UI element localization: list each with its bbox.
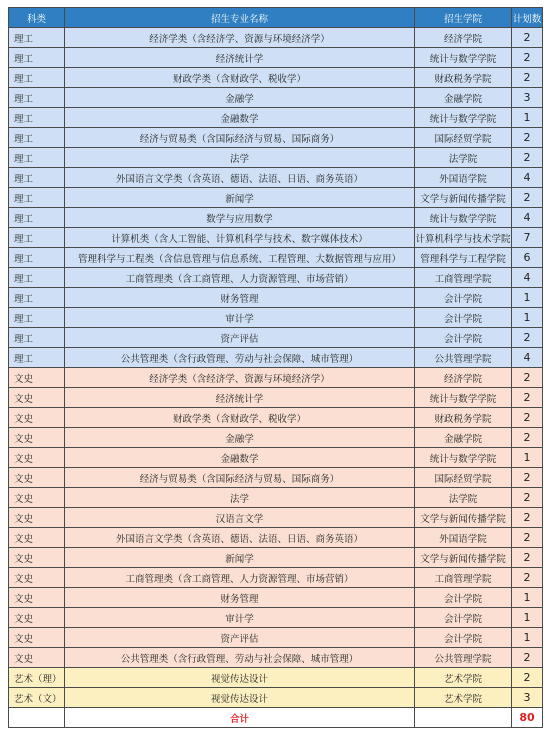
table-row bbox=[9, 28, 543, 48]
cell-college: 财政税务学院 bbox=[415, 68, 512, 88]
cell-college: 会计学院 bbox=[415, 628, 512, 648]
cell-category: 理工 bbox=[9, 148, 65, 168]
cell-category: 理工 bbox=[9, 68, 65, 88]
cell-category: 理工 bbox=[9, 48, 65, 68]
cell-college: 文学与新闻传播学院 bbox=[415, 548, 512, 568]
header-major: 招生专业名称 bbox=[65, 8, 415, 28]
cell-plan: 2 bbox=[512, 668, 543, 688]
cell-category: 艺术（文） bbox=[9, 688, 65, 708]
cell-college: 经济学院 bbox=[415, 28, 512, 48]
table-row bbox=[9, 468, 543, 488]
cell-major: 经济与贸易类（含国际经济与贸易、国际商务） bbox=[65, 468, 415, 488]
cell-major: 财务管理 bbox=[65, 588, 415, 608]
cell-category: 文史 bbox=[9, 608, 65, 628]
cell-plan: 2 bbox=[512, 468, 543, 488]
cell-major: 经济与贸易类（含国际经济与贸易、国际商务） bbox=[65, 128, 415, 148]
cell-major: 审计学 bbox=[65, 608, 415, 628]
cell-major: 审计学 bbox=[65, 308, 415, 328]
cell-major: 汉语言文学 bbox=[65, 508, 415, 528]
table-row bbox=[9, 68, 543, 88]
cell-college: 文学与新闻传播学院 bbox=[415, 508, 512, 528]
cell-college: 艺术学院 bbox=[415, 668, 512, 688]
cell-plan: 1 bbox=[512, 308, 543, 328]
cell-category: 理工 bbox=[9, 108, 65, 128]
table-row bbox=[9, 508, 543, 528]
cell-category: 文史 bbox=[9, 528, 65, 548]
cell-college: 统计与数学学院 bbox=[415, 108, 512, 128]
total-value: 80 bbox=[512, 708, 543, 728]
cell-category: 文史 bbox=[9, 408, 65, 428]
cell-college: 工商管理学院 bbox=[415, 568, 512, 588]
table-row bbox=[9, 168, 543, 188]
cell-major: 公共管理类（含行政管理、劳动与社会保障、城市管理） bbox=[65, 648, 415, 668]
cell-plan: 2 bbox=[512, 328, 543, 348]
cell-college: 工商管理学院 bbox=[415, 268, 512, 288]
table-row bbox=[9, 628, 543, 648]
cell-college: 管理科学与工程学院 bbox=[415, 248, 512, 268]
cell-category: 理工 bbox=[9, 268, 65, 288]
cell-plan: 2 bbox=[512, 28, 543, 48]
cell-category: 理工 bbox=[9, 208, 65, 228]
cell-category: 理工 bbox=[9, 348, 65, 368]
header-plan: 计划数 bbox=[512, 8, 543, 28]
cell-category: 文史 bbox=[9, 468, 65, 488]
cell-category: 文史 bbox=[9, 568, 65, 588]
table-row bbox=[9, 368, 543, 388]
table-row bbox=[9, 688, 543, 708]
cell-plan: 2 bbox=[512, 408, 543, 428]
cell-plan: 1 bbox=[512, 288, 543, 308]
table-row bbox=[9, 308, 543, 328]
header-category: 科类 bbox=[9, 8, 65, 28]
cell-major: 经济学类（含经济学、资源与环境经济学） bbox=[65, 368, 415, 388]
cell-category: 理工 bbox=[9, 188, 65, 208]
table-row bbox=[9, 108, 543, 128]
cell-college: 法学院 bbox=[415, 148, 512, 168]
table-row bbox=[9, 448, 543, 468]
cell-college: 统计与数学学院 bbox=[415, 48, 512, 68]
cell-plan: 1 bbox=[512, 108, 543, 128]
cell-major: 新闻学 bbox=[65, 548, 415, 568]
table-row bbox=[9, 188, 543, 208]
cell-college: 艺术学院 bbox=[415, 688, 512, 708]
cell-major: 金融数学 bbox=[65, 448, 415, 468]
cell-plan: 3 bbox=[512, 688, 543, 708]
cell-plan: 2 bbox=[512, 548, 543, 568]
cell-category: 理工 bbox=[9, 128, 65, 148]
table-row bbox=[9, 348, 543, 368]
cell-plan: 2 bbox=[512, 368, 543, 388]
cell-major: 经济统计学 bbox=[65, 388, 415, 408]
cell-college: 国际经贸学院 bbox=[415, 128, 512, 148]
admission-plan-table-wrapper bbox=[8, 7, 542, 728]
header-college: 招生学院 bbox=[415, 8, 512, 28]
cell-category: 理工 bbox=[9, 288, 65, 308]
cell-college: 财政税务学院 bbox=[415, 408, 512, 428]
cell-major: 法学 bbox=[65, 488, 415, 508]
cell-plan: 2 bbox=[512, 388, 543, 408]
cell-plan: 2 bbox=[512, 48, 543, 68]
cell-major: 法学 bbox=[65, 148, 415, 168]
table-row bbox=[9, 228, 543, 248]
cell-category: 文史 bbox=[9, 488, 65, 508]
cell-college: 金融学院 bbox=[415, 88, 512, 108]
cell-major: 资产评估 bbox=[65, 328, 415, 348]
cell-category: 文史 bbox=[9, 588, 65, 608]
cell-category: 理工 bbox=[9, 28, 65, 48]
table-row bbox=[9, 668, 543, 688]
table-row bbox=[9, 148, 543, 168]
header-row bbox=[9, 8, 543, 28]
cell-college: 公共管理学院 bbox=[415, 648, 512, 668]
cell-major: 经济统计学 bbox=[65, 48, 415, 68]
cell-plan: 2 bbox=[512, 188, 543, 208]
cell-category: 文史 bbox=[9, 628, 65, 648]
table-row bbox=[9, 528, 543, 548]
cell-college: 会计学院 bbox=[415, 328, 512, 348]
table-row bbox=[9, 648, 543, 668]
cell-college: 会计学院 bbox=[415, 608, 512, 628]
table-row bbox=[9, 288, 543, 308]
cell-college: 外国语学院 bbox=[415, 528, 512, 548]
cell-college: 经济学院 bbox=[415, 368, 512, 388]
cell-college: 会计学院 bbox=[415, 288, 512, 308]
cell-plan: 1 bbox=[512, 628, 543, 648]
cell-plan: 3 bbox=[512, 88, 543, 108]
table-row bbox=[9, 388, 543, 408]
cell-major: 财政学类（含财政学、税收学） bbox=[65, 68, 415, 88]
cell-college: 会计学院 bbox=[415, 588, 512, 608]
cell-major: 数学与应用数学 bbox=[65, 208, 415, 228]
cell-category: 艺术（理） bbox=[9, 668, 65, 688]
cell-plan: 1 bbox=[512, 608, 543, 628]
table-row bbox=[9, 88, 543, 108]
cell-major: 金融学 bbox=[65, 428, 415, 448]
cell-plan: 1 bbox=[512, 448, 543, 468]
cell-major: 财政学类（含财政学、税收学） bbox=[65, 408, 415, 428]
cell-college: 文学与新闻传播学院 bbox=[415, 188, 512, 208]
total-empty-cell bbox=[9, 708, 65, 728]
cell-college: 计算机科学与技术学院 bbox=[415, 228, 512, 248]
cell-plan: 2 bbox=[512, 68, 543, 88]
table-row bbox=[9, 328, 543, 348]
cell-major: 计算机类（含人工智能、计算机科学与技术、数字媒体技术） bbox=[65, 228, 415, 248]
cell-plan: 2 bbox=[512, 648, 543, 668]
cell-plan: 4 bbox=[512, 348, 543, 368]
cell-plan: 7 bbox=[512, 228, 543, 248]
cell-plan: 2 bbox=[512, 148, 543, 168]
table-row bbox=[9, 568, 543, 588]
cell-major: 金融数学 bbox=[65, 108, 415, 128]
cell-plan: 4 bbox=[512, 168, 543, 188]
cell-major: 外国语言文学类（含英语、德语、法语、日语、商务英语） bbox=[65, 168, 415, 188]
cell-category: 文史 bbox=[9, 508, 65, 528]
cell-category: 文史 bbox=[9, 548, 65, 568]
cell-major: 新闻学 bbox=[65, 188, 415, 208]
cell-category: 文史 bbox=[9, 448, 65, 468]
cell-plan: 2 bbox=[512, 488, 543, 508]
cell-major: 工商管理类（含工商管理、人力资源管理、市场营销） bbox=[65, 268, 415, 288]
cell-major: 工商管理类（含工商管理、人力资源管理、市场营销） bbox=[65, 568, 415, 588]
total-row bbox=[9, 708, 543, 728]
table-row bbox=[9, 488, 543, 508]
cell-plan: 6 bbox=[512, 248, 543, 268]
cell-college: 国际经贸学院 bbox=[415, 468, 512, 488]
cell-category: 文史 bbox=[9, 648, 65, 668]
cell-plan: 2 bbox=[512, 428, 543, 448]
cell-major: 管理科学与工程类（含信息管理与信息系统、工程管理、大数据管理与应用） bbox=[65, 248, 415, 268]
cell-college: 统计与数学学院 bbox=[415, 208, 512, 228]
cell-plan: 2 bbox=[512, 568, 543, 588]
table-row bbox=[9, 248, 543, 268]
cell-plan: 2 bbox=[512, 128, 543, 148]
cell-major: 财务管理 bbox=[65, 288, 415, 308]
cell-category: 理工 bbox=[9, 308, 65, 328]
cell-category: 理工 bbox=[9, 168, 65, 188]
cell-college: 会计学院 bbox=[415, 308, 512, 328]
table-row bbox=[9, 128, 543, 148]
cell-college: 法学院 bbox=[415, 488, 512, 508]
cell-major: 资产评估 bbox=[65, 628, 415, 648]
cell-plan: 4 bbox=[512, 268, 543, 288]
cell-category: 理工 bbox=[9, 248, 65, 268]
table-row bbox=[9, 548, 543, 568]
table-row bbox=[9, 208, 543, 228]
cell-college: 公共管理学院 bbox=[415, 348, 512, 368]
cell-major: 视觉传达设计 bbox=[65, 668, 415, 688]
cell-major: 公共管理类（含行政管理、劳动与社会保障、城市管理） bbox=[65, 348, 415, 368]
table-body bbox=[9, 28, 543, 708]
cell-category: 文史 bbox=[9, 368, 65, 388]
cell-college: 金融学院 bbox=[415, 428, 512, 448]
cell-category: 文史 bbox=[9, 388, 65, 408]
total-label: 合计 bbox=[65, 708, 415, 728]
table-row bbox=[9, 268, 543, 288]
cell-college: 统计与数学学院 bbox=[415, 448, 512, 468]
cell-plan: 1 bbox=[512, 588, 543, 608]
cell-category: 理工 bbox=[9, 328, 65, 348]
cell-plan: 2 bbox=[512, 528, 543, 548]
cell-plan: 2 bbox=[512, 508, 543, 528]
cell-college: 统计与数学学院 bbox=[415, 388, 512, 408]
cell-category: 理工 bbox=[9, 228, 65, 248]
table-row bbox=[9, 408, 543, 428]
cell-category: 理工 bbox=[9, 88, 65, 108]
cell-major: 外国语言文学类（含英语、德语、法语、日语、商务英语） bbox=[65, 528, 415, 548]
table-row bbox=[9, 48, 543, 68]
cell-category: 文史 bbox=[9, 428, 65, 448]
cell-college: 外国语学院 bbox=[415, 168, 512, 188]
table-row bbox=[9, 588, 543, 608]
admission-plan-table bbox=[8, 7, 543, 728]
table-row bbox=[9, 428, 543, 448]
table-row bbox=[9, 608, 543, 628]
cell-major: 金融学 bbox=[65, 88, 415, 108]
cell-plan: 4 bbox=[512, 208, 543, 228]
cell-major: 经济学类（含经济学、资源与环境经济学） bbox=[65, 28, 415, 48]
cell-major: 视觉传达设计 bbox=[65, 688, 415, 708]
total-empty-cell bbox=[415, 708, 512, 728]
